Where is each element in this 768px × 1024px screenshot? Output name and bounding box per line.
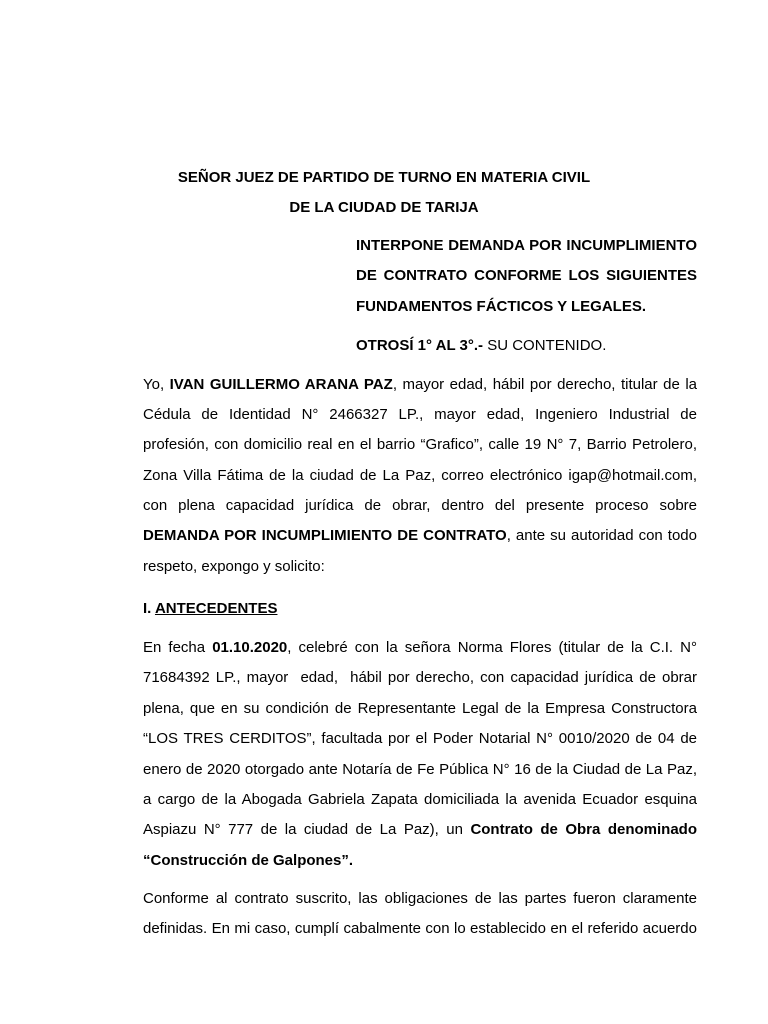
otrosi-text: SU CONTENIDO. — [483, 337, 607, 354]
para1-line3: plena, que en su condición de Representante Legal de la Empresa Constructora — [143, 700, 697, 717]
claimant-name: IVAN GUILLERMO ARANA PAZ — [169, 376, 393, 393]
para1-line5: enero de 2020 otorgado ante Notaría de Fe Pública N° 16 de la Ciudad de La Paz, — [143, 761, 697, 778]
para1-line1 — [143, 639, 697, 657]
para1-prefix: En fecha — [143, 639, 213, 656]
intro-line1 — [143, 376, 697, 394]
intro-line6 — [143, 527, 697, 545]
otrosi-label: OTROSÍ 1° AL 3°.- — [356, 337, 484, 354]
intro-line2: Cédula de Identidad N° 2466327 LP., mayor edad, Ingeniero Industrial de — [143, 406, 697, 423]
para1-line2: 71684392 LP., mayor edad, hábil por derecho, con capacidad jurídica de obrar — [143, 669, 697, 686]
summary-line2: DE CONTRATO CONFORME LOS SIGUIENTES — [356, 267, 697, 284]
section-title: ANTECEDENTES — [154, 600, 278, 617]
intro-line6-rest: , ante su autoridad con todo — [506, 527, 697, 544]
section-heading — [143, 600, 697, 618]
intro-line1-rest: , mayor edad, hábil por derecho, titular de la — [392, 376, 697, 393]
para1-line4: “LOS TRES CERDITOS”, facultada por el Poder Notarial N° 0010/2020 de 04 de — [143, 730, 697, 747]
court-heading-line2: DE LA CIUDAD DE TARIJA — [289, 199, 479, 216]
demand-type: DEMANDA POR INCUMPLIMIENTO DE CONTRATO — [143, 527, 507, 544]
contract-date: 01.10.2020 — [212, 639, 288, 656]
para1-line7 — [143, 821, 697, 839]
para2-line1: Conforme al contrato suscrito, las obligaciones de las partes fueron claramente — [143, 890, 697, 907]
otrosi-line — [356, 337, 697, 355]
para1-line6: a cargo de la Abogada Gabriela Zapata domiciliada la avenida Ecuador esquina — [143, 791, 697, 808]
intro-line4: Zona Villa Fátima de la ciudad de La Paz, correo electrónico igap@hotmail.com, — [143, 467, 697, 484]
summary-line1: INTERPONE DEMANDA POR INCUMPLIMIENTO — [356, 237, 697, 254]
section-number: I. — [143, 600, 155, 617]
contract-name: “Construcción de Galpones”. — [143, 852, 354, 869]
intro-line3: profesión, con domicilio real en el barrio “Grafico”, calle 19 N° 7, Barrio Petrolero, — [143, 436, 697, 453]
court-heading-line1: SEÑOR JUEZ DE PARTIDO DE TURNO EN MATERIA CIVIL — [177, 169, 591, 186]
para2-line2: definidas. En mi caso, cumplí cabalmente con lo establecido en el referido acuerdo — [143, 920, 697, 937]
intro-line7: respeto, expongo y solicito: — [143, 558, 325, 575]
para1-line7-text: Aspiazu N° 777 de la ciudad de La Paz), un — [143, 821, 471, 838]
para1-line1-rest: , celebré con la señora Norma Flores (titular de la C.I. N° — [287, 639, 697, 656]
intro-line5: con plena capacidad jurídica de obrar, dentro del presente proceso sobre — [143, 497, 697, 514]
contract-type: Contrato de Obra denominado — [470, 821, 697, 838]
intro-prefix: Yo, — [143, 376, 170, 393]
summary-line3: FUNDAMENTOS FÁCTICOS Y LEGALES. — [356, 298, 647, 315]
